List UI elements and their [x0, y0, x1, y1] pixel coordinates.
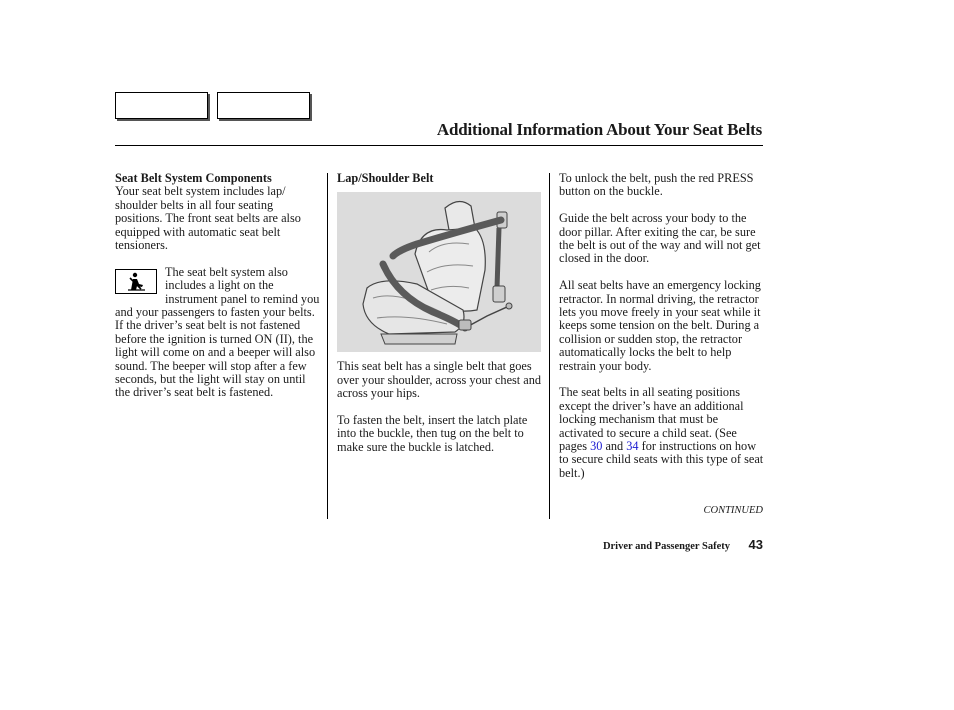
- paragraph-text: for instructions on how to secure child seats with this type of seat belt.): [559, 439, 764, 480]
- column-2: [337, 172, 542, 468]
- column-divider-1: [327, 173, 328, 519]
- column-1: [115, 172, 320, 400]
- section-heading: Lap/Shoulder Belt: [337, 171, 434, 185]
- page-link-34[interactable]: 34: [626, 439, 639, 454]
- title-rule: [115, 145, 763, 146]
- paragraph-text: and: [602, 439, 627, 454]
- page-title: Additional Information About Your Seat Belts: [436, 120, 762, 139]
- column-divider-2: [549, 173, 550, 519]
- page-link-30[interactable]: 30: [590, 439, 603, 454]
- seat-belt-reminder-icon: [115, 269, 157, 294]
- paragraph-text: The seat belts in all seating positions except the driver’s have an additional locking mechanism that must be activated to secure a child seat. (See pages: [559, 385, 744, 454]
- column-3: [559, 172, 764, 494]
- paragraph: To unlock the belt, push the red PRESS button on the buckle.: [559, 171, 754, 199]
- paragraph: Guide the belt across your body to the door pillar. After exiting the car, be sure the belt is out of the way and will not get closed in the door.: [559, 211, 761, 266]
- warning-text: The seat belt system also includes a light on the instrument panel to remind you and your passengers to fasten your belts. If the driver’s seat belt is not fastened before the ignition is turned ON (II), the light will come on and a beeper will also sound. The beeper will stop after a few seconds, but the light will stay on until the driver’s seat belt is fastened.: [115, 264, 320, 400]
- paragraph: This seat belt has a single belt that goes over your shoulder, across your chest and across your hips.: [337, 359, 542, 401]
- seat-belt-illustration: [337, 192, 541, 352]
- paragraph: [559, 386, 764, 480]
- continued-label: CONTINUED: [703, 505, 763, 516]
- nav-tab-box-2[interactable]: [217, 92, 310, 119]
- section-heading: Seat Belt System Components: [115, 171, 272, 185]
- section-footer: Driver and Passenger Safety: [602, 541, 730, 552]
- paragraph: All seat belts have an emergency locking retractor. In normal driving, the retractor lets you move freely in your seat while it keeps some tension on the belt. During a collision or sudden stop, the retractor automatically locks the belt to help restrain your body.: [559, 278, 761, 373]
- paragraph: Your seat belt system includes lap/ shoulder belts in all four seating positions. The front seat belts are also equipped with automatic seat belt tensioners.: [115, 184, 301, 253]
- nav-tab-box-1[interactable]: [115, 92, 208, 119]
- paragraph: To fasten the belt, insert the latch plate into the buckle, then tug on the belt to make sure the buckle is latched.: [337, 413, 528, 454]
- warning-block: [115, 266, 320, 400]
- page-number: 43: [748, 537, 763, 552]
